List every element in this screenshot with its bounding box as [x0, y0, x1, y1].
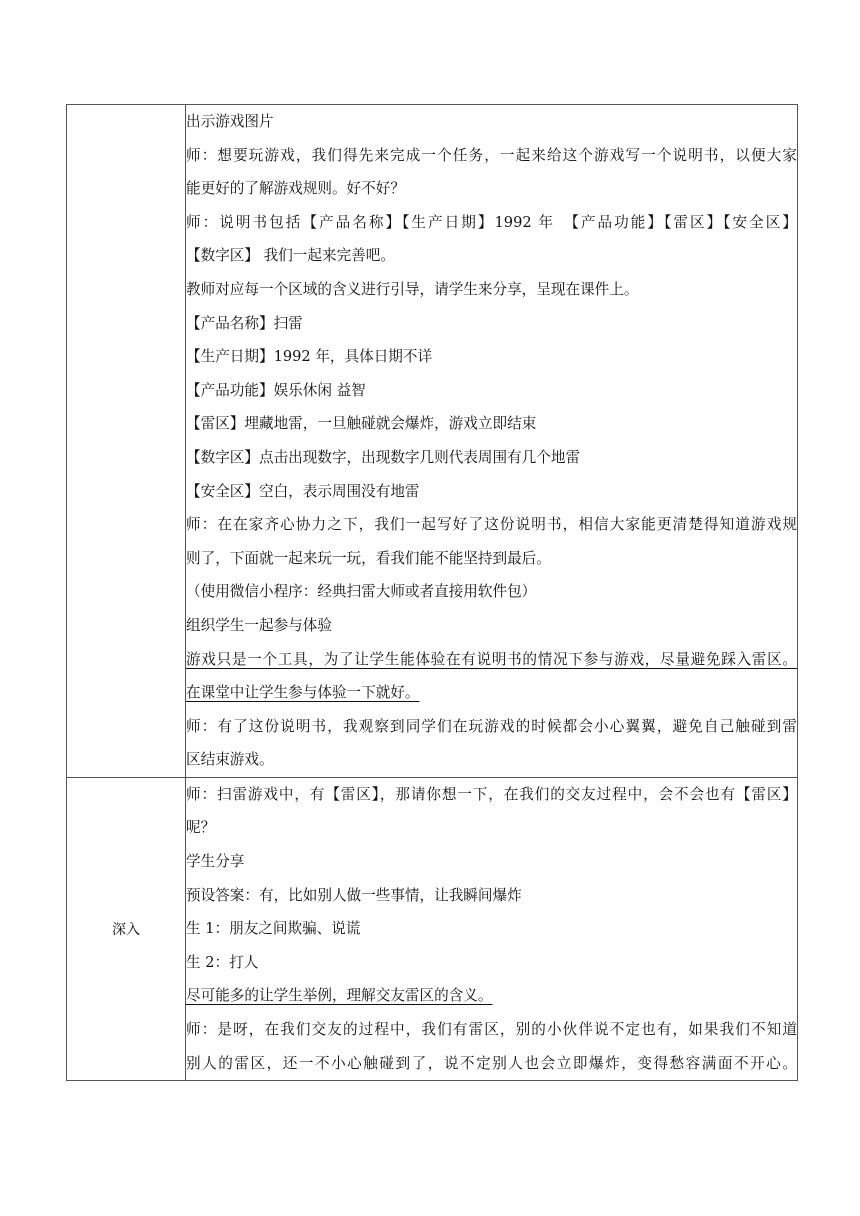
stage-label-cell	[67, 105, 186, 778]
stage-content-cell	[186, 777, 798, 1080]
content-line: 别人的雷区，还一不小心触碰到了，说不定别人也会立即爆炸，变得愁容满面不开心。	[186, 1054, 797, 1072]
content-line: 【安全区】空白，表示周围没有地雷	[186, 482, 420, 500]
content-line: 【数字区】点击出现数字，出现数字几则代表周围有几个地雷	[186, 448, 581, 466]
content-line: 【产品名称】扫雷	[186, 314, 303, 332]
content-line: 【产品功能】娱乐休闲 益智	[186, 381, 366, 399]
content-line: 师：扫雷游戏中，有【雷区】，那请你想一下，在我们的交友过程中，会不会也有【雷区】	[186, 785, 797, 803]
content-line: 出示游戏图片	[186, 113, 274, 130]
content-line: 生 1：朋友之间欺骗、说谎	[186, 920, 361, 938]
content-line: 生 2：打人	[186, 953, 259, 971]
content-line: 呢？	[186, 819, 216, 837]
content-line: 能更好的了解游戏规则。好不好？	[186, 180, 405, 198]
lesson-table	[66, 104, 798, 1081]
content-line: 师：是呀，在我们交友的过程中，我们有雷区，别的小伙伴说不定也有，如果我们不知道	[186, 1021, 797, 1039]
content-line: （使用微信小程序：经典扫雷大师或者直接用软件包）	[186, 583, 537, 601]
content-line: 在课堂中让学生参与体验一下就好。	[186, 684, 420, 702]
content-line: 【雷区】埋藏地雷，一旦触碰就会爆炸，游戏立即结束	[186, 415, 537, 433]
table-row-activity	[67, 105, 798, 778]
content-line: 【生产日期】1992 年，具体日期不详	[186, 348, 433, 366]
table-row-deepen	[67, 777, 798, 1080]
content-line: 师：想要玩游戏，我们得先来完成一个任务，一起来给这个游戏写一个说明书，以便大家	[186, 146, 797, 164]
content-line: 则了，下面就一起来玩一玩，看我们能不能坚持到最后。	[186, 549, 551, 567]
content-line: 区结束游戏。	[186, 751, 274, 769]
content-line: 组织学生一起参与体验	[186, 616, 332, 634]
content-line: 游戏只是一个工具，为了让学生能体验在有说明书的情况下参与游戏，尽量避免踩入雷区。	[186, 650, 797, 668]
stage-content-cell	[186, 105, 798, 778]
content-line: 师：有了这份说明书，我观察到同学们在玩游戏的时候都会小心翼翼，避免自己触碰到雷	[186, 717, 797, 735]
content-line: 【数字区】 我们一起来完善吧。	[186, 247, 395, 265]
content-line: 教师对应每一个区域的含义进行引导，请学生来分享，呈现在课件上。	[186, 280, 639, 298]
content-line: 尽可能多的让学生举例，理解交友雷区的含义。	[186, 987, 493, 1005]
content-line: 师：在在家齐心协力之下，我们一起写好了这份说明书，相信大家能更清楚得知道游戏规	[186, 516, 797, 534]
content-line: 学生分享	[186, 853, 245, 871]
stage-label-cell: 深入	[67, 777, 186, 1080]
content-line: 师：说明书包括【产品名称】【生产日期】1992 年 【产品功能】【雷区】【安全区】	[186, 213, 797, 231]
content-line: 预设答案：有，比如别人做一些事情，让我瞬间爆炸	[186, 886, 522, 904]
